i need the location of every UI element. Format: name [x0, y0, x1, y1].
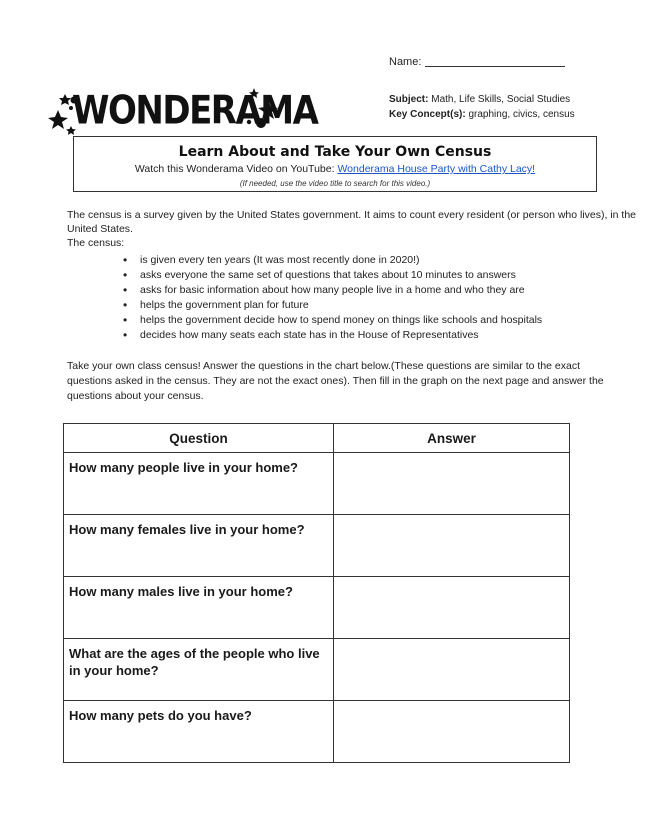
answer-cell[interactable] — [334, 515, 570, 577]
list-item: • helps the government plan for future — [123, 298, 542, 313]
census-facts-list — [123, 253, 542, 343]
video-instruction-text: Watch this Wonderama Video on YouTube: — [134, 163, 335, 175]
key-concepts-label: Key Concept(s): — [389, 109, 466, 120]
worksheet-title: Learn About and Take Your Own Census — [178, 144, 492, 160]
intro-section — [67, 208, 647, 250]
name-field-line — [389, 56, 565, 68]
intro-paragraph: The census is a survey given by the United States government. It aims to count every resident (or person who lives), in the United States. — [67, 209, 637, 235]
logo-wordmark: WONDERAMA — [72, 88, 318, 134]
video-instruction — [74, 163, 596, 175]
answer-column-header: Answer — [334, 424, 570, 453]
name-label: Name: — [389, 56, 422, 68]
search-hint: (If needed, use the video title to search for this video.) — [239, 179, 431, 188]
table-row — [64, 701, 570, 763]
title-box — [73, 136, 597, 192]
lesson-meta — [389, 92, 575, 122]
list-item: • helps the government decide how to spend money on things like schools and hospitals — [123, 313, 542, 328]
key-concepts-value: graphing, civics, census — [468, 109, 575, 120]
subject-value: Math, Life Skills, Social Studies — [431, 94, 571, 105]
table-header-row — [64, 424, 570, 453]
list-item: • decides how many seats each state has in the House of Representatives — [123, 328, 542, 343]
question-cell: How many pets do you have? — [64, 701, 334, 763]
name-blank[interactable] — [425, 66, 565, 67]
video-link[interactable]: Wonderama House Party with Cathy Lacy! — [337, 163, 536, 175]
census-lead: The census: — [67, 237, 125, 249]
answer-cell[interactable] — [334, 639, 570, 701]
answer-cell[interactable] — [334, 453, 570, 515]
question-cell: How many females live in your home? — [64, 515, 334, 577]
table-row — [64, 639, 570, 701]
census-instructions: Take your own class census! Answer the questions in the chart below.(These questions are similar to the exact questions asked in the census. They are not the exact ones). Then fill in the graph on the next page and answer the questions about your census. — [67, 360, 604, 402]
question-column-header: Question — [64, 424, 334, 453]
question-cell: How many people live in your home? — [64, 453, 334, 515]
subject-label: Subject: — [389, 94, 429, 105]
answer-cell[interactable] — [334, 701, 570, 763]
list-item: • is given every ten years (It was most recently done in 2020!) — [123, 253, 542, 268]
table-row — [64, 577, 570, 639]
list-item: • asks for basic information about how many people live in a home and who they are — [123, 283, 542, 298]
question-cell: What are the ages of the people who live in your home? — [64, 639, 334, 701]
wonderama-logo — [44, 86, 318, 138]
answer-cell[interactable] — [334, 577, 570, 639]
list-item: • asks everyone the same set of questions that takes about 10 minutes to answers — [123, 268, 542, 283]
table-row — [64, 453, 570, 515]
question-cell: How many males live in your home? — [64, 577, 334, 639]
census-table — [63, 423, 570, 763]
table-row — [64, 515, 570, 577]
